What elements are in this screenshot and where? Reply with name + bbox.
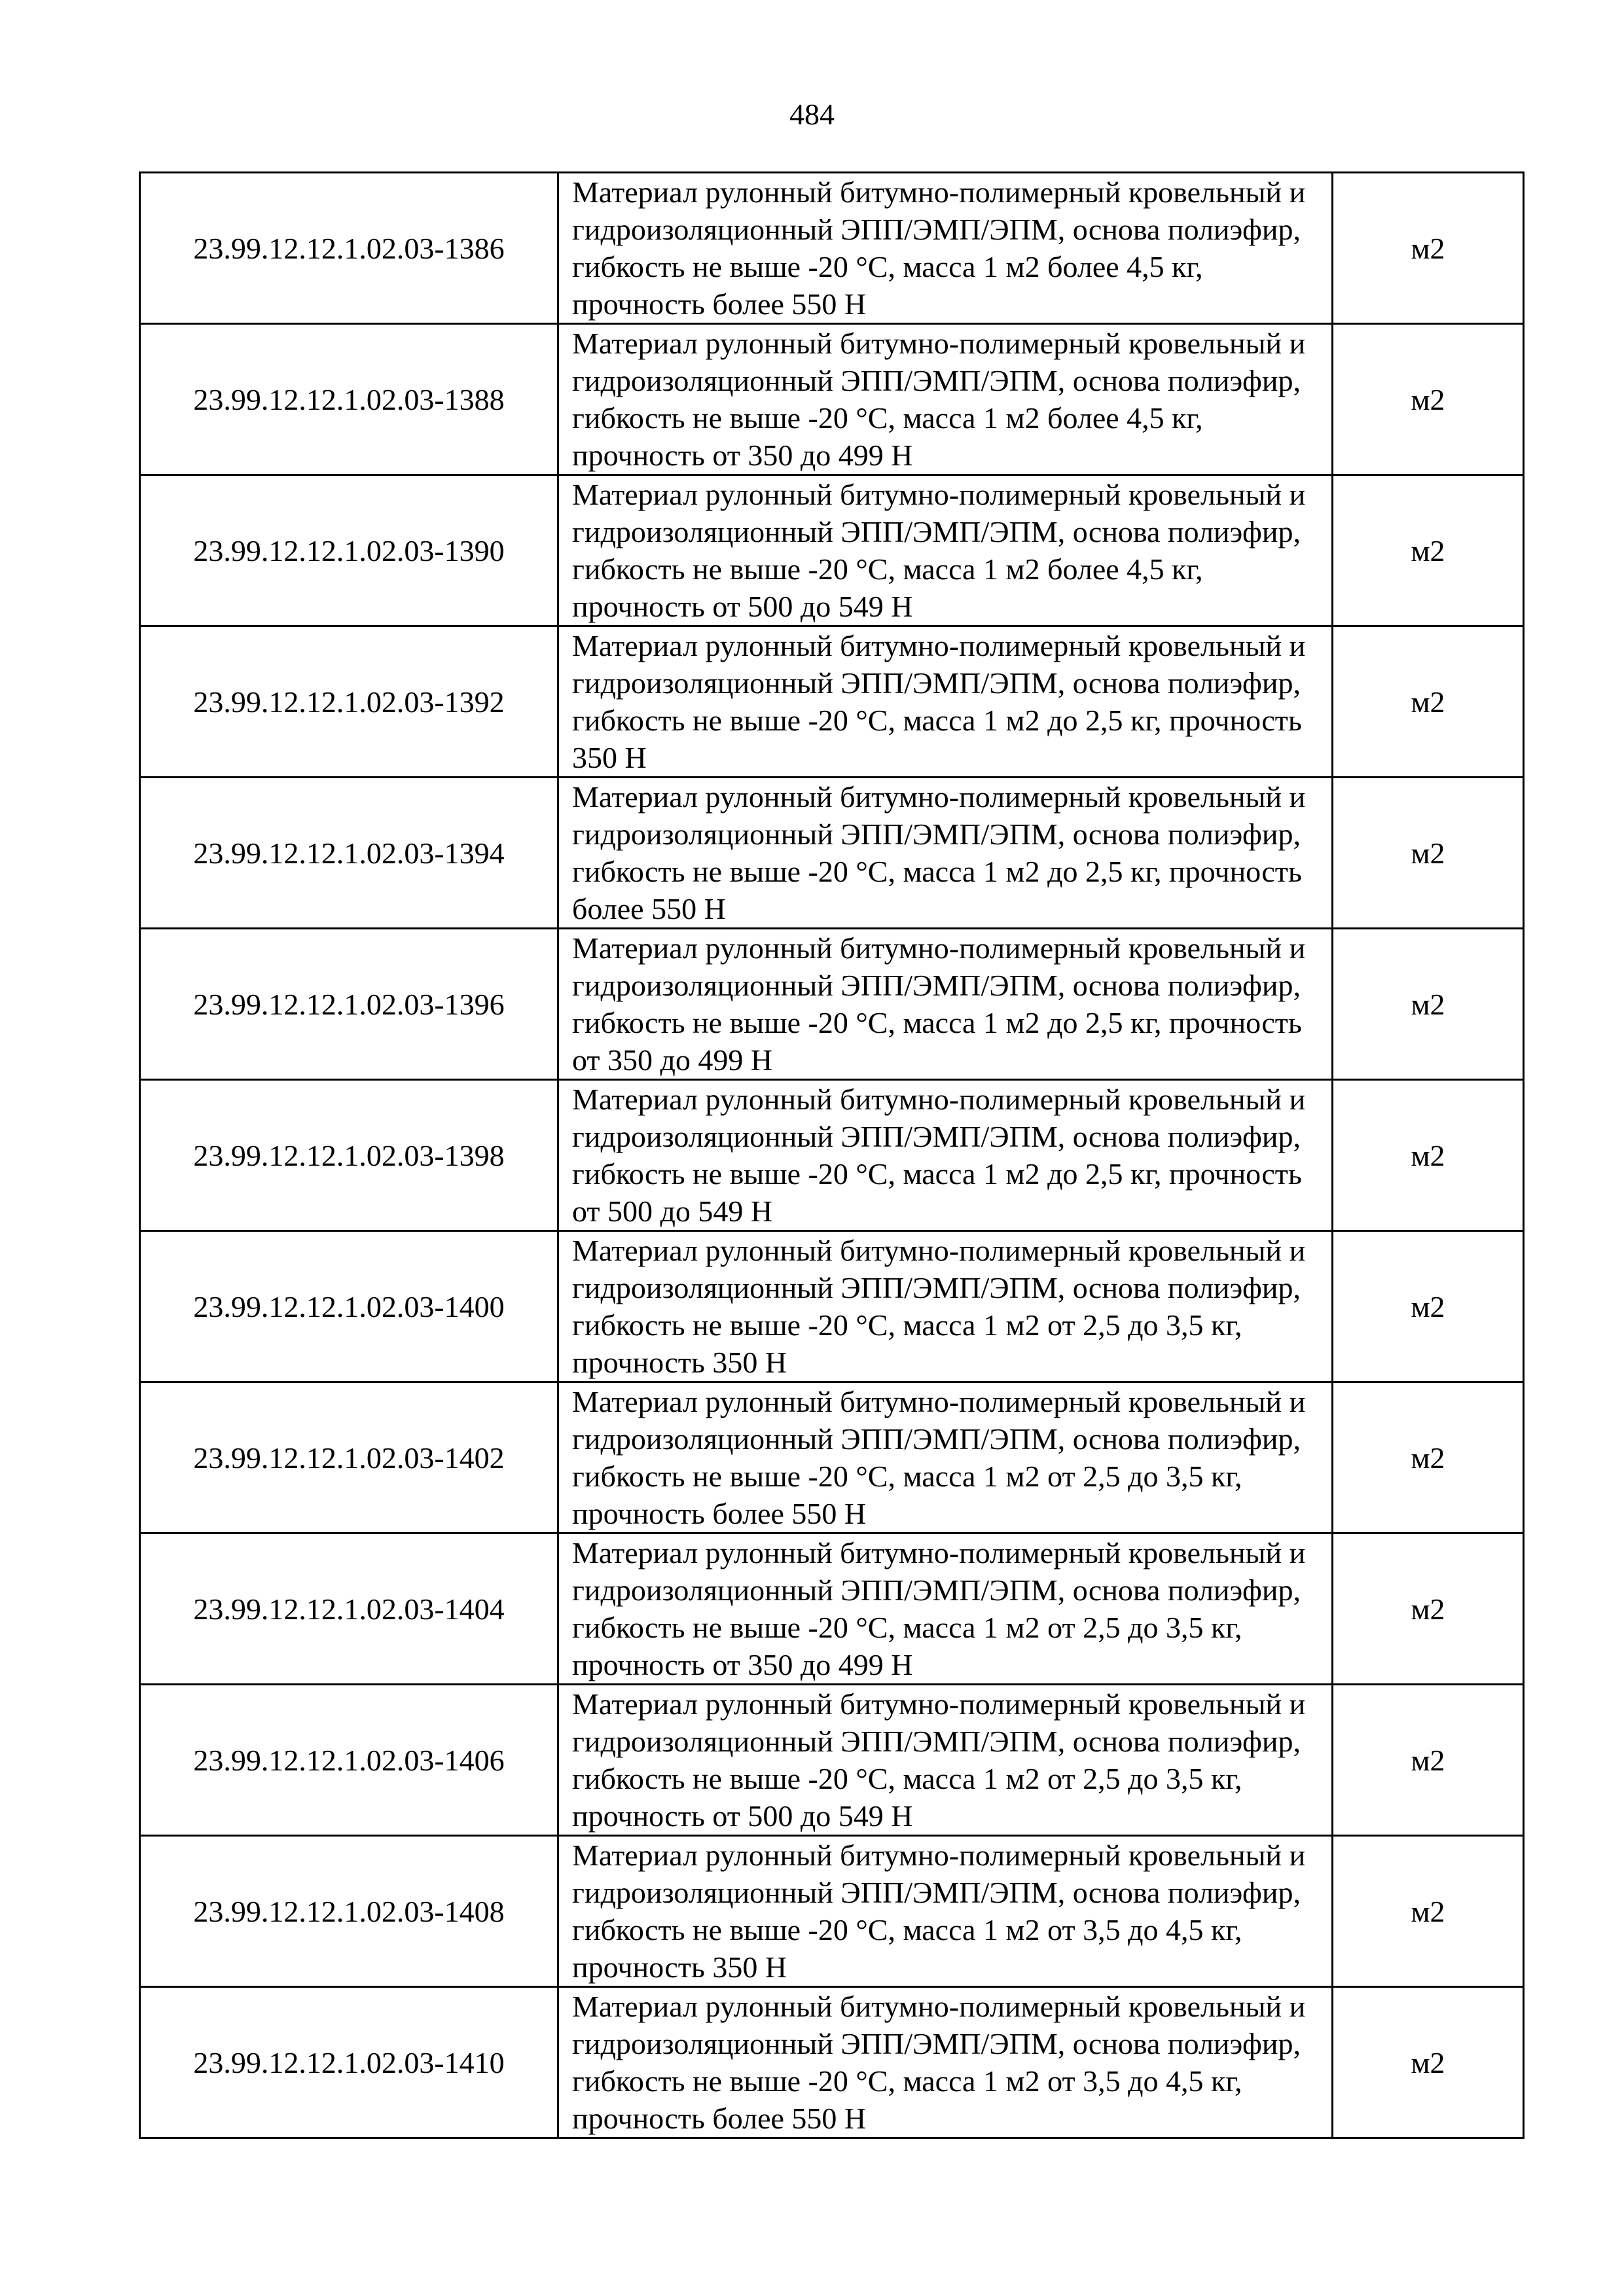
unit-of-measure: м2 [1333,1231,1524,1382]
resource-table [139,171,1525,2139]
resource-code: 23.99.12.12.1.02.03-1388 [140,324,558,475]
table-row [140,929,1524,1080]
resource-description: Материал рулонный битумно-полимерный кровельный и гидроизоляционный ЭПП/ЭМП/ЭПМ, основа полиэфир, гибкость не выше -20 °С, масса 1 м2 от 2,5 до 3,5 кг, прочность более 550 Н [558,1382,1333,1534]
unit-of-measure: м2 [1333,173,1524,324]
unit-of-measure: м2 [1333,324,1524,475]
table-row [140,1382,1524,1534]
resource-code: 23.99.12.12.1.02.03-1396 [140,929,558,1080]
unit-of-measure: м2 [1333,929,1524,1080]
unit-of-measure: м2 [1333,1080,1524,1231]
resource-code: 23.99.12.12.1.02.03-1408 [140,1836,558,1987]
unit-of-measure: м2 [1333,1685,1524,1836]
resource-code: 23.99.12.12.1.02.03-1398 [140,1080,558,1231]
resource-code: 23.99.12.12.1.02.03-1410 [140,1987,558,2138]
resource-description: Материал рулонный битумно-полимерный кровельный и гидроизоляционный ЭПП/ЭМП/ЭПМ, основа полиэфир, гибкость не выше -20 °С, масса 1 м2 до 2,5 кг, прочность более 550 Н [558,778,1333,929]
resource-code: 23.99.12.12.1.02.03-1400 [140,1231,558,1382]
unit-of-measure: м2 [1333,1534,1524,1685]
resource-code: 23.99.12.12.1.02.03-1402 [140,1382,558,1534]
resource-description: Материал рулонный битумно-полимерный кровельный и гидроизоляционный ЭПП/ЭМП/ЭПМ, основа полиэфир, гибкость не выше -20 °С, масса 1 м2 более 4,5 кг, прочность от 350 до 499 Н [558,324,1333,475]
table-row [140,475,1524,626]
resource-description: Материал рулонный битумно-полимерный кровельный и гидроизоляционный ЭПП/ЭМП/ЭПМ, основа полиэфир, гибкость не выше -20 °С, масса 1 м2 от 2,5 до 3,5 кг, прочность от 350 до 499 Н [558,1534,1333,1685]
table-row [140,626,1524,778]
table-row [140,1231,1524,1382]
table-body [140,173,1524,2138]
resource-description: Материал рулонный битумно-полимерный кровельный и гидроизоляционный ЭПП/ЭМП/ЭПМ, основа полиэфир, гибкость не выше -20 °С, масса 1 м2 от 2,5 до 3,5 кг, прочность 350 Н [558,1231,1333,1382]
table-row [140,778,1524,929]
resource-code: 23.99.12.12.1.02.03-1394 [140,778,558,929]
unit-of-measure: м2 [1333,475,1524,626]
resource-code: 23.99.12.12.1.02.03-1392 [140,626,558,778]
unit-of-measure: м2 [1333,1382,1524,1534]
resource-description: Материал рулонный битумно-полимерный кровельный и гидроизоляционный ЭПП/ЭМП/ЭПМ, основа полиэфир, гибкость не выше -20 °С, масса 1 м2 до 2,5 кг, прочность от 500 до 549 Н [558,1080,1333,1231]
unit-of-measure: м2 [1333,626,1524,778]
table-row [140,1080,1524,1231]
unit-of-measure: м2 [1333,1987,1524,2138]
table-row [140,1685,1524,1836]
unit-of-measure: м2 [1333,1836,1524,1987]
resource-code: 23.99.12.12.1.02.03-1390 [140,475,558,626]
resource-description: Материал рулонный битумно-полимерный кровельный и гидроизоляционный ЭПП/ЭМП/ЭПМ, основа полиэфир, гибкость не выше -20 °С, масса 1 м2 до 2,5 кг, прочность от 350 до 499 Н [558,929,1333,1080]
table-row [140,173,1524,324]
unit-of-measure: м2 [1333,778,1524,929]
resource-code: 23.99.12.12.1.02.03-1386 [140,173,558,324]
resource-description: Материал рулонный битумно-полимерный кровельный и гидроизоляционный ЭПП/ЭМП/ЭПМ, основа полиэфир, гибкость не выше -20 °С, масса 1 м2 от 3,5 до 4,5 кг, прочность 350 Н [558,1836,1333,1987]
resource-description: Материал рулонный битумно-полимерный кровельный и гидроизоляционный ЭПП/ЭМП/ЭПМ, основа полиэфир, гибкость не выше -20 °С, масса 1 м2 от 3,5 до 4,5 кг, прочность более 550 Н [558,1987,1333,2138]
table-row [140,1987,1524,2138]
resource-code: 23.99.12.12.1.02.03-1406 [140,1685,558,1836]
page-number: 484 [789,98,835,131]
table-row [140,324,1524,475]
resource-description: Материал рулонный битумно-полимерный кровельный и гидроизоляционный ЭПП/ЭМП/ЭПМ, основа полиэфир, гибкость не выше -20 °С, масса 1 м2 до 2,5 кг, прочность 350 Н [558,626,1333,778]
resource-description: Материал рулонный битумно-полимерный кровельный и гидроизоляционный ЭПП/ЭМП/ЭПМ, основа полиэфир, гибкость не выше -20 °С, масса 1 м2 более 4,5 кг, прочность от 500 до 549 Н [558,475,1333,626]
table-row [140,1534,1524,1685]
table-row [140,1836,1524,1987]
resource-code: 23.99.12.12.1.02.03-1404 [140,1534,558,1685]
resource-description: Материал рулонный битумно-полимерный кровельный и гидроизоляционный ЭПП/ЭМП/ЭПМ, основа полиэфир, гибкость не выше -20 °С, масса 1 м2 от 2,5 до 3,5 кг, прочность от 500 до 549 Н [558,1685,1333,1836]
resource-description: Материал рулонный битумно-полимерный кровельный и гидроизоляционный ЭПП/ЭМП/ЭПМ, основа полиэфир, гибкость не выше -20 °С, масса 1 м2 более 4,5 кг, прочность более 550 Н [558,173,1333,324]
